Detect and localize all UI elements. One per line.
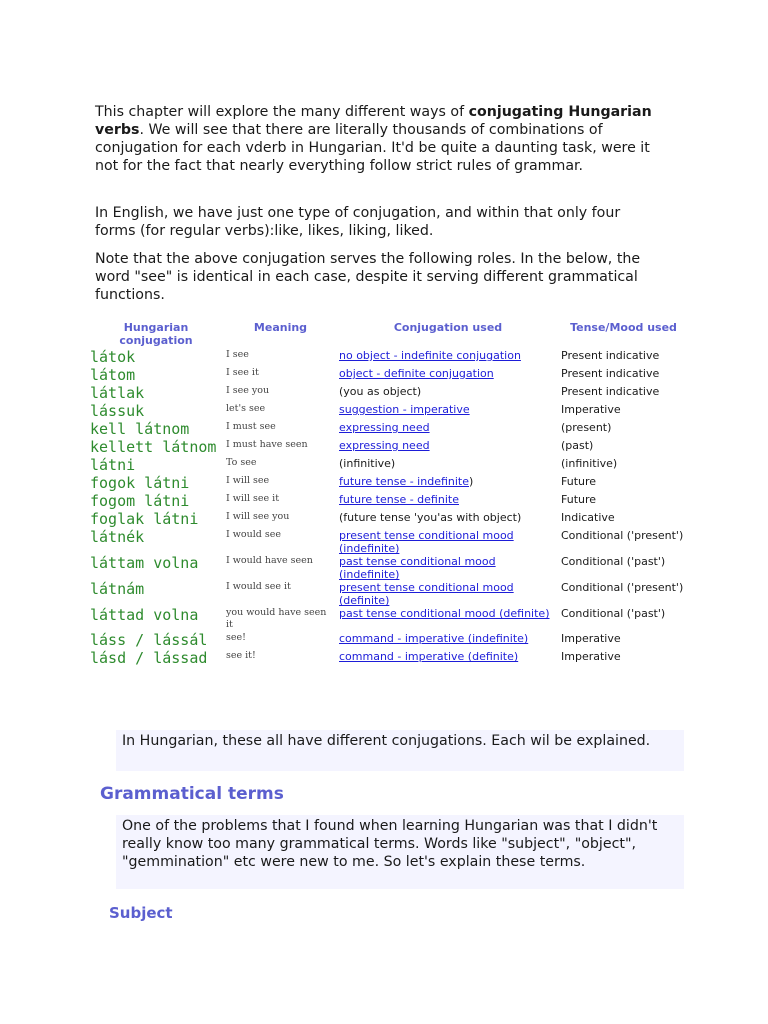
tense-mood: Conditional ('past') [561,555,666,568]
hungarian-form: látnék [90,528,145,546]
intro-text-start: This chapter will explore the many different ways of [95,104,469,120]
meaning: see! [226,632,246,643]
meaning: I would see [226,529,282,540]
table-row [88,403,688,421]
conjugation-used [337,607,559,632]
conjugation-link[interactable]: expressing need [339,421,430,434]
hungarian-form: kell látnom [90,420,190,438]
intro-text-end: . We will see that there are literally thousands of combinations of conjugation for each vderb in Hungarian. It'd be quite a daunting task, were it not for the fact that nearly everything follow strict rules of grammar. [95,122,650,174]
tense-mood: Present indicative [561,367,660,380]
tense-mood: Indicative [561,511,615,524]
intro-bold-text: conjugating Hungarian verbs [95,104,652,138]
table-row [88,367,688,385]
tense-mood: Imperative [561,650,621,663]
meaning: let's see [226,403,266,414]
header-conjugation: Conjugation used [393,321,503,334]
meaning: I will see [226,475,270,486]
conjugation-used [337,349,559,367]
conjugation-used [337,581,559,607]
hungarian-form: fogok látni [90,474,190,492]
terms-box: One of the problems that I found when learning Hungarian was that I didn't really know too many grammatical terms. Words like "subject", "object", "gemmination" etc were new to me. So let's explain these terms. [116,815,684,889]
conjugation-link[interactable]: command - imperative (definite) [339,650,519,663]
note-paragraph: Note that the above conjugation serves the following roles. In the below, the word "see" is identical in each case, despite it serving different grammatical functions. [95,251,641,303]
conjugation-table [88,318,688,668]
conjugation-used [337,555,559,581]
conjugation-used [337,475,559,493]
tense-mood: (infinitive) [561,457,618,470]
tense-mood: Future [561,493,597,506]
meaning: see it! [226,650,256,661]
hungarian-form: látok [90,348,136,366]
intro-paragraph [95,103,665,175]
table-row [88,511,688,529]
meaning: I see you [226,385,270,396]
header-hungarian: Hungarian conjugation [119,321,193,347]
header-tense: Tense/Mood used [570,321,677,334]
tense-mood: Present indicative [561,385,660,398]
table-row [88,457,688,475]
conjugation-link[interactable]: present tense conditional mood (indefinite) [339,529,514,555]
conjugation-used: (infinitive) [339,457,396,470]
conjugation-link[interactable]: present tense conditional mood (definite) [339,581,514,607]
hungarian-form: látom [90,366,136,384]
meaning: I see it [226,367,259,378]
tense-mood: Conditional ('present') [561,581,684,594]
hungarian-form: kellett látnom [90,438,217,456]
conjugation-used [337,403,559,421]
meaning: I must have seen [226,439,308,450]
conjugation-used [337,493,559,511]
table-row [88,439,688,457]
conjugation-used [337,632,559,650]
hungarian-form: lásd / lássad [90,649,208,667]
table-row [88,650,688,668]
table-row [88,607,688,632]
tense-mood: Conditional ('present') [561,529,684,542]
table-header-row [88,318,688,349]
table-row [88,529,688,555]
table-row [88,632,688,650]
subsection-title: Subject [109,904,173,922]
tense-mood: (past) [561,439,594,452]
conjugation-link[interactable]: suggestion - imperative [339,403,470,416]
hungarian-form: láss / lássál [90,631,208,649]
conjugation-used [337,421,559,439]
tense-mood: Conditional ('past') [561,607,666,620]
meaning: I would see it [226,581,291,592]
table-body [88,349,688,668]
table-row [88,385,688,403]
hungarian-form: fogom látni [90,492,190,510]
section-title: Grammatical terms [100,784,284,804]
conjugation-link[interactable]: future tense - definite [339,493,459,506]
table-row [88,581,688,607]
meaning: I will see you [226,511,290,522]
hungarian-form: látlak [90,384,145,402]
conjugation-link[interactable]: past tense conditional mood (indefinite) [339,555,496,581]
conjugation-link[interactable]: object - definite conjugation [339,367,494,380]
tense-mood: Present indicative [561,349,660,362]
conjugation-link[interactable]: future tense - indefinite [339,475,470,488]
conjugation-link[interactable]: expressing need [339,439,430,452]
conjugation-link[interactable]: past tense conditional mood (definite) [339,607,550,620]
conjugation-used: (future tense 'you'as with object) [339,511,522,524]
hungarian-form: láttam volna [90,554,199,572]
header-meaning: Meaning [253,321,308,334]
conjugation-used: (you as object) [339,385,422,398]
conjugation-link[interactable]: no object - indefinite conjugation [339,349,521,362]
table-row [88,421,688,439]
table-row [88,349,688,367]
conjugation-link[interactable]: command - imperative (indefinite) [339,632,529,645]
meaning: I would have seen [226,555,313,566]
hungarian-form: látni [90,456,136,474]
table-row [88,493,688,511]
conjugation-used [337,650,559,668]
tense-mood: Imperative [561,632,621,645]
table-row [88,555,688,581]
meaning: I must see [226,421,276,432]
conjugation-suffix: ) [469,475,474,488]
conjugation-used [337,367,559,385]
hungarian-form: láttad volna [90,606,199,624]
english-paragraph: In English, we have just one type of conjugation, and within that only four forms (for regular verbs):like, likes, liking, liked. [95,205,621,239]
conjugation-used [337,439,559,457]
table-row [88,475,688,493]
tense-mood: Imperative [561,403,621,416]
hungarian-form: látnám [90,580,145,598]
meaning: you would have seen it [226,607,327,630]
meaning: I see [226,349,249,360]
meaning: I will see it [226,493,280,504]
tense-mood: (present) [561,421,612,434]
conjugation-used [337,529,559,555]
hungarian-form: lássuk [90,402,145,420]
hungarian-form: foglak látni [90,510,199,528]
note-box: In Hungarian, these all have different conjugations. Each wil be explained. [116,730,684,771]
meaning: To see [226,457,257,468]
tense-mood: Future [561,475,597,488]
